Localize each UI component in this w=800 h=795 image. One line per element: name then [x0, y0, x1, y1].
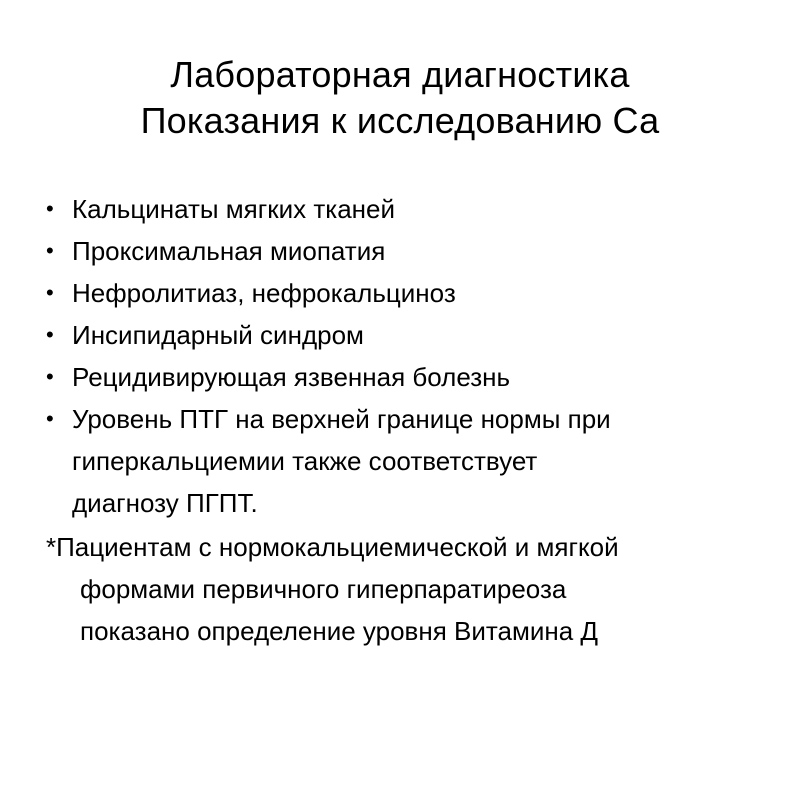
- bullet-icon: •: [46, 196, 54, 221]
- list-item: [44, 188, 784, 230]
- title-line-1: Лабораторная диагностика: [170, 54, 630, 95]
- list-item-text: Кальцинаты мягких тканей: [72, 194, 396, 224]
- bullet-icon: •: [46, 406, 54, 431]
- bullet-icon: •: [46, 322, 54, 347]
- footnote-line-3: показано определение уровня Витамина Д: [80, 616, 599, 646]
- list-item: [44, 272, 784, 314]
- list-item-text: Нефролитиаз, нефрокальциноз: [72, 278, 456, 308]
- bullet-list: [44, 188, 784, 524]
- bullet-icon: •: [46, 364, 54, 389]
- list-item-text-line-1: Уровень ПТГ на верхней границе нормы при: [72, 404, 611, 434]
- list-item-text: Рецидивирующая язвенная болезнь: [72, 362, 511, 392]
- slide-title: [0, 52, 800, 144]
- bullet-icon: •: [46, 238, 54, 263]
- list-item-text-line-2: гиперкальциемии также соответствует: [72, 446, 538, 476]
- bullet-icon: •: [46, 280, 54, 305]
- list-item-text-line-3: диагнозу ПГПТ.: [72, 488, 258, 518]
- title-line-2: Показания к исследованию Са: [140, 100, 660, 141]
- list-item-text: Инсипидарный синдром: [72, 320, 364, 350]
- list-item: [44, 398, 784, 524]
- list-item: [44, 230, 784, 272]
- list-item-text: Проксимальная миопатия: [72, 236, 386, 266]
- footnote-line-2: формами первичного гиперпаратиреоза: [80, 574, 567, 604]
- list-item: [44, 356, 784, 398]
- footnote: [46, 526, 786, 652]
- list-item: [44, 314, 784, 356]
- footnote-line-1: *Пациентам с нормокальциемической и мягкой: [46, 532, 619, 562]
